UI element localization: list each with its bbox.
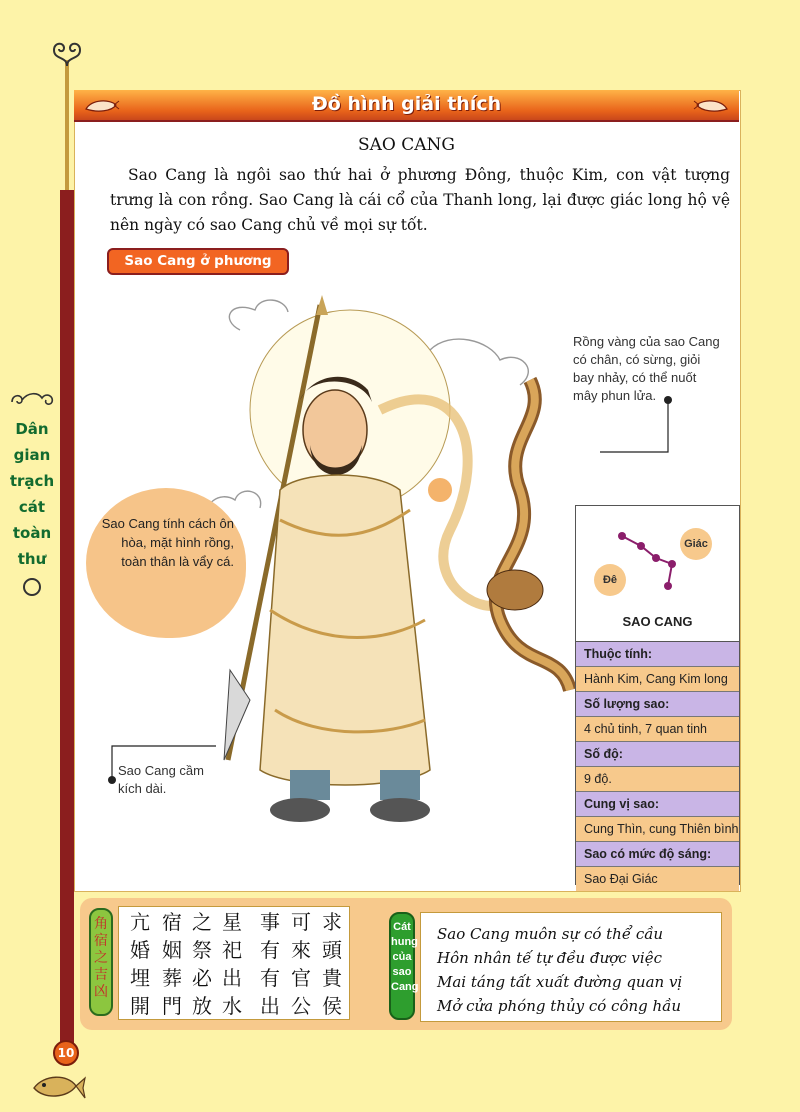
chinese-verse-column xyxy=(258,908,282,1020)
info-value: Cung Thìn, cung Thiên bình xyxy=(576,817,739,842)
note-weapon: Sao Cang cầm kích dài. xyxy=(118,763,204,796)
chinese-character: 水 xyxy=(222,994,242,1018)
poem-line: Mở cửa phóng thủy có công hầu xyxy=(437,997,682,1015)
chinese-character: 亢 xyxy=(130,910,150,934)
frame-spine-band xyxy=(60,190,74,1050)
series-line: gian xyxy=(13,446,51,464)
note-personality: Sao Cang tính cách ôn hòa, mặt hình rồng, toàn thân là vẩy cá. xyxy=(101,516,234,569)
chinese-character: 可 xyxy=(291,910,311,934)
series-line: toàn xyxy=(12,524,52,542)
chinese-character: 祭 xyxy=(192,938,212,962)
chinese-character: 頭 xyxy=(322,938,342,962)
chinese-character: 求 xyxy=(322,910,342,934)
chinese-character: 有 xyxy=(260,938,280,962)
chinese-character: 來 xyxy=(291,938,311,962)
chinese-character: 必 xyxy=(192,966,212,990)
chinese-character: 婚 xyxy=(130,938,150,962)
deity-illustration xyxy=(200,290,590,850)
chinese-character: 之 xyxy=(192,910,212,934)
chinese-character: 開 xyxy=(130,994,150,1018)
constellation-info-box xyxy=(575,505,740,885)
section-header xyxy=(74,90,739,122)
chinese-verse-column xyxy=(220,908,244,1020)
poem-text xyxy=(437,922,727,1018)
poem-title-tab xyxy=(389,912,419,1020)
info-label: Cung vị sao: xyxy=(576,792,739,817)
chinese-character: 宿 xyxy=(94,933,108,949)
poem-title-line: Cang xyxy=(391,981,419,993)
chinese-character: 姻 xyxy=(162,938,182,962)
series-line: cát xyxy=(18,498,46,516)
shrimp-icon xyxy=(693,97,729,115)
info-label: Số độ: xyxy=(576,742,739,767)
poem-line: Sao Cang muôn sự có thể cầu xyxy=(437,925,664,943)
header-title: Đồ hình giải thích xyxy=(311,93,502,115)
series-line: Dân xyxy=(15,420,49,438)
info-value: Hành Kim, Cang Kim long xyxy=(576,667,739,692)
series-line: thư xyxy=(17,550,47,568)
article-title: SAO CANG xyxy=(357,135,455,155)
chinese-character: 宿 xyxy=(162,910,182,934)
chinese-character: 官 xyxy=(291,966,311,990)
series-line: trạch xyxy=(9,472,55,490)
info-label: Sao có mức độ sáng: xyxy=(576,842,739,867)
chinese-character: 放 xyxy=(192,994,212,1018)
circle-ornament-icon xyxy=(23,578,41,596)
poem-line: Hôn nhân tế tự đều được việc xyxy=(437,949,662,967)
callout-line xyxy=(600,390,680,510)
chinese-character: 事 xyxy=(260,910,280,934)
chinese-character: 侯 xyxy=(322,994,342,1018)
info-label: Số lượng sao: xyxy=(576,692,739,717)
neighbor-star-label: Giác xyxy=(680,528,712,560)
info-value: 9 độ. xyxy=(576,767,739,792)
chinese-character: 凶 xyxy=(94,984,108,1000)
chinese-character: 葬 xyxy=(162,966,182,990)
chinese-verse-column xyxy=(289,908,313,1020)
chinese-verse-column xyxy=(320,908,344,1020)
note-dragon: Rồng vàng của sao Cang có chân, có sừng, giỏi bay nhảy, có thể nuốt mây phun lửa. xyxy=(573,334,720,403)
chinese-character: 之 xyxy=(94,950,108,966)
chinese-character: 門 xyxy=(162,994,182,1018)
info-value: 4 chủ tinh, 7 quan tinh xyxy=(576,717,739,742)
section-tag: Sao Cang ở phương Đông xyxy=(107,248,289,275)
info-value: Sao Đại Giác xyxy=(576,867,739,891)
chinese-verse-column xyxy=(128,908,152,1020)
poem-line: Mai táng tất xuất đường quan vị xyxy=(437,973,683,991)
chinese-character: 埋 xyxy=(130,966,150,990)
chinese-verse-column xyxy=(190,908,214,1020)
chinese-verse-column xyxy=(160,908,184,1020)
chinese-character: 吉 xyxy=(94,967,108,983)
article-intro: Sao Cang là ngôi sao thứ hai ở phương Đông, thuộc Kim, con vật tượng trưng là con rồng. Sao Cang là cái cổ của Thanh long, lại được giác long hộ vệ nên ngày có sao Cang chủ về mọi sự tốt. xyxy=(110,166,730,234)
fish-icon xyxy=(30,1070,86,1104)
poem-title-line: Cát xyxy=(393,921,411,933)
chinese-character: 出 xyxy=(260,994,280,1018)
cloud-swirl-icon xyxy=(48,38,86,68)
poem-title-line: hung xyxy=(391,936,418,948)
chinese-character: 公 xyxy=(291,994,311,1018)
constellation-name: SAO CANG xyxy=(622,614,693,629)
side-cloud-icon xyxy=(8,388,56,410)
chinese-character: 角 xyxy=(94,916,108,932)
book-series-label xyxy=(2,416,62,596)
neighbor-star-label: Đê xyxy=(594,564,626,596)
page-number: 10 xyxy=(53,1040,79,1066)
poem-title-line: của xyxy=(392,951,412,963)
chinese-character: 有 xyxy=(260,966,280,990)
poem-title-line: sao xyxy=(392,966,412,978)
chinese-character: 貴 xyxy=(322,966,342,990)
chinese-character: 祀 xyxy=(222,938,242,962)
chinese-title-tab xyxy=(89,908,113,1016)
chinese-character: 星 xyxy=(222,910,242,934)
chinese-character: 出 xyxy=(222,966,242,990)
info-label: Thuộc tính: xyxy=(576,642,739,667)
constellation-diagram xyxy=(576,506,739,642)
